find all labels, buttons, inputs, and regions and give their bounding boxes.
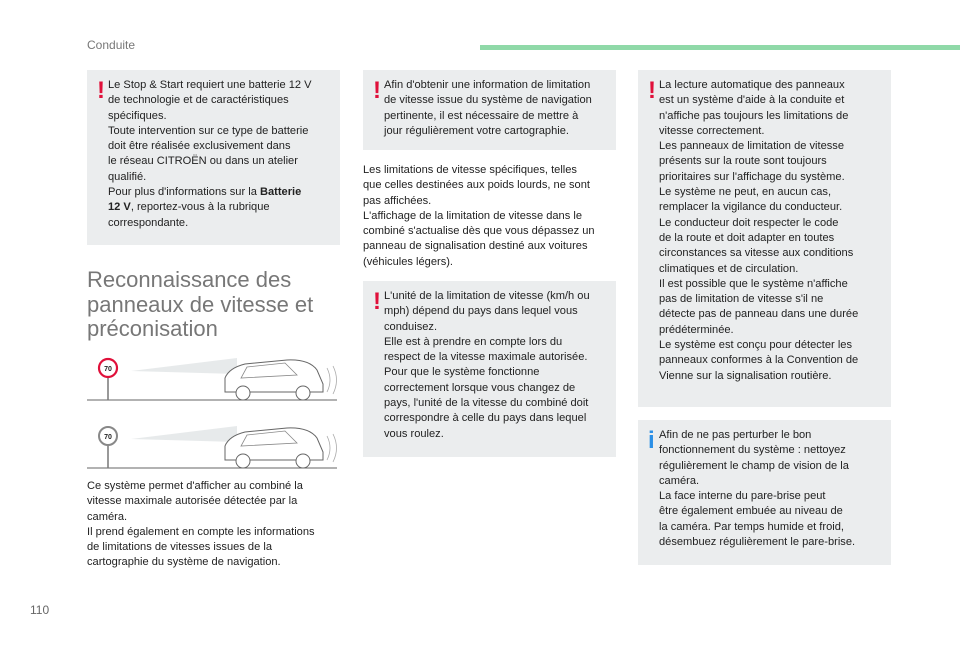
- warning-icon: !: [97, 77, 105, 104]
- section-accent-bar: [480, 45, 960, 50]
- warning-icon: !: [648, 77, 656, 104]
- warning-text-battery: Le Stop & Start requiert une batterie 12 V de technologie et de caractéristiques spécifiques. Toute intervention sur ce type de batterie doit être réalisée exclusivement dans le réseau CITROËN ou dans un atelier qualifié. Pour plus d'informations sur la Batterie 12 V, reportez-vous à la rubrique correspondante.: [108, 79, 312, 229]
- page-heading: Reconnaissance des panneaux de vitesse et préconisation: [87, 267, 314, 341]
- warning-box-units: [363, 281, 616, 457]
- speed-limits-body: Les limitations de vitesse spécifiques, telles que celles destinées aux poids lourds, ne sont pas affichées. L'affichage de la limitation de vitesse dans le combiné s'actualise dès que vous dépassez un panneau de signalisation destiné aux voitures (véhicules légers).: [363, 164, 595, 268]
- speed-sign-top-value: 70: [104, 366, 112, 373]
- warning-box-battery: [87, 70, 340, 245]
- warning-text-reading: La lecture automatique des panneaux est un système d'aide à la conduite et n'affiche pas toujours les limitations de vitesse correctement. Les panneaux de limitation de vitesse présents sur la route sont toujours prioritaires sur l'affichage du système. Le système ne peut, en aucun cas, remplacer la vigilance du conducteur. Le conducteur doit respecter le code de la route et doit adapter en toutes circonstances sa vitesse aux conditions climatiques et de circulation. Il est possible que le système n'affiche pas de limitation de vitesse s'il ne détecte pas de panneau dans une durée prédéterminée. Le système est conçu pour détecter les panneaux conformes à la Convention de Vienne sur la signalisation routière.: [659, 79, 859, 382]
- system-description: Ce système permet d'afficher au combiné la vitesse maximale autorisée détectée par la caméra. Il prend également en compte les informations de limitations de vitesses issues de la cartographie du système de navigation.: [87, 480, 315, 569]
- warning-icon: !: [373, 77, 381, 104]
- battery-reference: Batterie 12 V: [108, 186, 302, 214]
- warning-text-units: L'unité de la limitation de vitesse (km/h ou mph) dépend du pays dans lequel vous conduisez. Elle est à prendre en compte lors du respect de la vitesse maximale autorisée. Pour que le système fonctionne correctement lorsque vous changez de pays, l'unité de la vitesse du combiné doit correspondre à celle du pays dans lequel vous roulez.: [384, 290, 590, 440]
- info-icon: i: [648, 427, 655, 454]
- speed-sign-bottom-value: 70: [104, 434, 112, 441]
- warning-text-navigation: Afin d'obtenir une information de limitation de vitesse issue du système de navigation pertinente, il est nécessaire de mettre à jour régulièrement votre cartographie.: [384, 79, 592, 137]
- warning-box-navigation: [363, 70, 616, 150]
- scene-bottom: [87, 426, 337, 468]
- info-text-camera: Afin de ne pas perturber le bon fonctionnement du système : nettoyez régulièrement le champ de vision de la caméra. La face interne du pare-brise peut être également embuée au niveau de la caméra. Par temps humide et froid, désembuez régulièrement le pare-brise.: [659, 429, 856, 549]
- warning-box-reading: [638, 70, 891, 407]
- scene-top: [87, 358, 337, 400]
- section-title: Conduite: [87, 38, 136, 52]
- info-box-camera: [638, 420, 891, 565]
- page-number: 110: [30, 603, 50, 617]
- speed-sign-illustration: [87, 340, 342, 472]
- warning-icon: !: [373, 288, 381, 315]
